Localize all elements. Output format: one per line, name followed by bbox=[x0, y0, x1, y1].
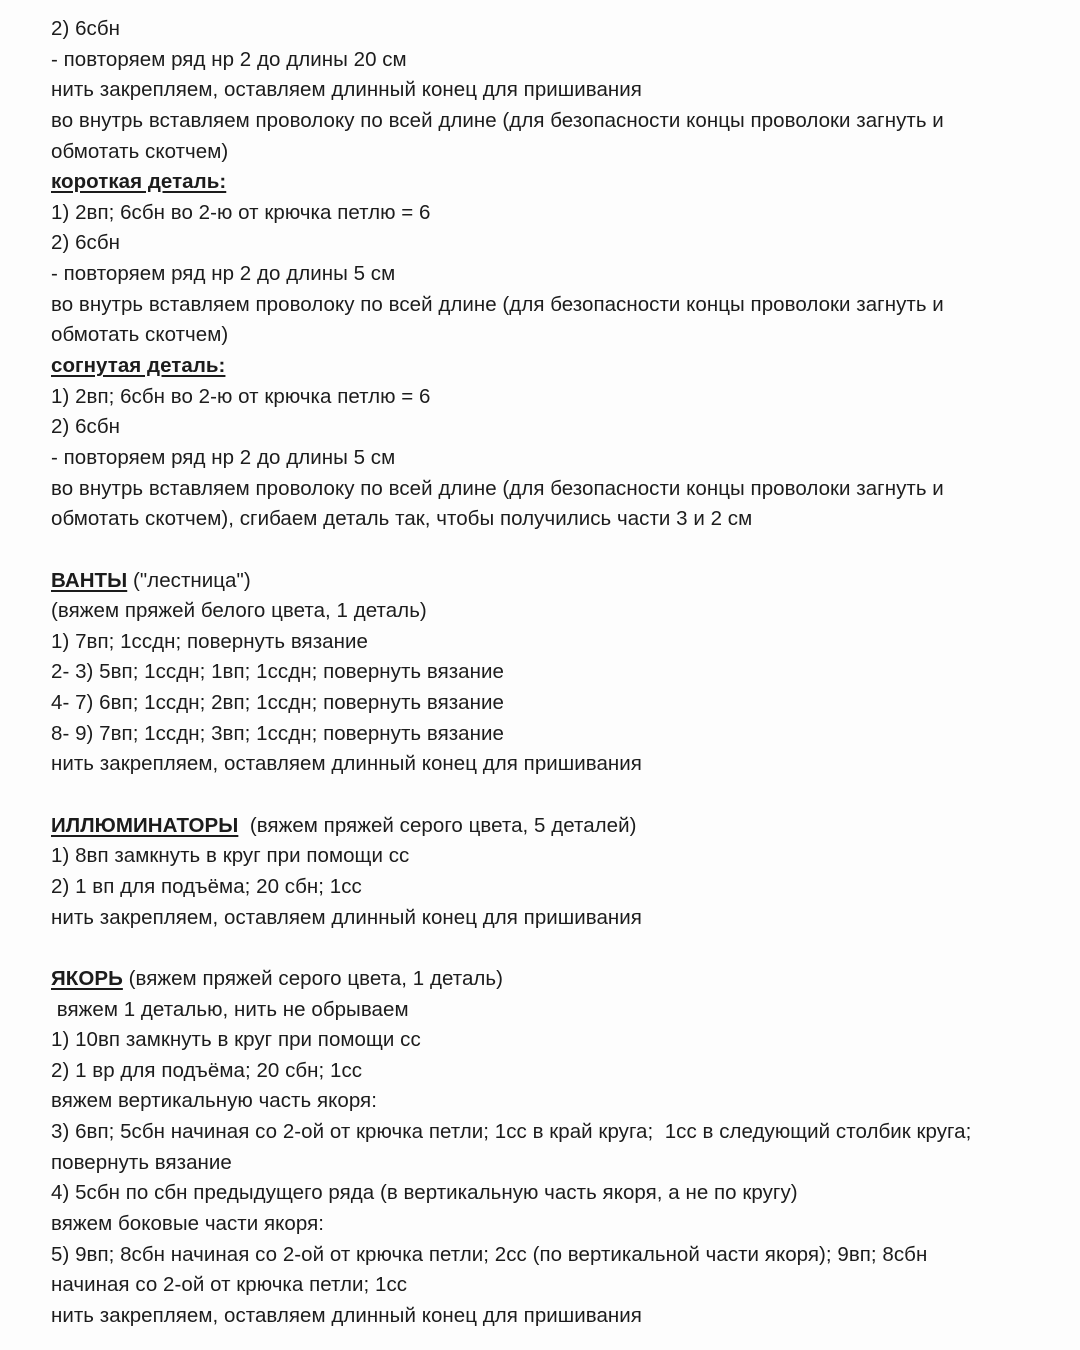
section-title-note: ("лестница") bbox=[127, 568, 251, 592]
text-line: 3) 6вп; 5сбн начиная со 2-ой от крючка петли; 1сс в край круга; 1сс в следующий столбик круга; bbox=[51, 1120, 972, 1144]
text-line: обмотать скотчем), сгибаем деталь так, чтобы получились части 3 и 2 см bbox=[51, 507, 753, 531]
text-line: вяжем боковые части якоря: bbox=[51, 1211, 324, 1235]
section-title-note: (вяжем пряжей серого цвета, 1 деталь) bbox=[122, 966, 504, 990]
text-line: повернуть вязание bbox=[51, 1150, 232, 1174]
text-line: 2) 6сбн bbox=[51, 17, 120, 40]
text-line: 1) 10вп замкнуть в круг при помощи сс bbox=[51, 1028, 421, 1052]
text-line: нить закрепляем, оставляем длинный конец для пришивания bbox=[51, 905, 642, 929]
section-title: ВАНТЫ bbox=[51, 568, 128, 592]
section-title-line bbox=[51, 566, 1040, 597]
text-line: начиная со 2-ой от крючка петли; 1сс bbox=[51, 1273, 408, 1297]
text-line: нить закрепляем, оставляем длинный конец для пришивания bbox=[51, 1303, 642, 1327]
text-line: 2) 6сбн bbox=[51, 415, 120, 439]
section-heading bbox=[51, 351, 1040, 382]
section-title: ИЛЛЮМИНАТОРЫ bbox=[51, 813, 239, 837]
text-line: 1) 8вп замкнуть в круг при помощи сс bbox=[51, 844, 410, 868]
text-line: 4- 7) 6вп; 1ссдн; 2вп; 1ссдн; повернуть вязание bbox=[51, 691, 504, 715]
text-line: - повторяем ряд нр 2 до длины 5 см bbox=[51, 262, 396, 286]
text-line: вяжем вертикальную часть якоря: bbox=[51, 1089, 377, 1113]
text-line: во внутрь вставляем проволоку по всей длине (для безопасности концы проволоки загнуть и bbox=[51, 292, 944, 316]
text-line: обмотать скотчем) bbox=[51, 323, 229, 347]
text-line: 1) 7вп; 1ссдн; повернуть вязание bbox=[51, 629, 368, 653]
text-line: нить закрепляем, оставляем длинный конец для пришивания bbox=[51, 78, 642, 102]
text-line: нить закрепляем, оставляем длинный конец для пришивания bbox=[51, 752, 642, 776]
text-line: 1) 2вп; 6сбн во 2-ю от крючка петлю = 6 bbox=[51, 384, 431, 408]
text-line: 5) 9вп; 8сбн начиная со 2-ой от крючка петли; 2сс (по вертикальной части якоря); 9вп; 8сбн bbox=[51, 1242, 928, 1266]
section-title-line bbox=[51, 811, 1040, 842]
blank-line bbox=[51, 780, 1040, 811]
text-line: 8- 9) 7вп; 1ссдн; 3вп; 1ссдн; повернуть вязание bbox=[51, 721, 504, 745]
text-line: (вяжем пряжей белого цвета, 1 деталь) bbox=[51, 599, 427, 623]
text-line: 1) 2вп; 6сбн во 2-ю от крючка петлю = 6 bbox=[51, 200, 431, 224]
section-title-note: (вяжем пряжей серого цвета, 5 деталей) bbox=[238, 813, 637, 837]
text-line: обмотать скотчем) bbox=[51, 139, 229, 163]
text-line: 2) 1 вр для подъёма; 20 сбн; 1сс bbox=[51, 1058, 363, 1082]
text-line: 2- 3) 5вп; 1ссдн; 1вп; 1ссдн; повернуть вязание bbox=[51, 660, 504, 684]
text-line: во внутрь вставляем проволоку по всей длине (для безопасности концы проволоки загнуть и bbox=[51, 476, 944, 500]
section-heading bbox=[51, 167, 1040, 198]
text-line: во внутрь вставляем проволоку по всей длине (для безопасности концы проволоки загнуть и bbox=[51, 108, 944, 132]
text-line: - повторяем ряд нр 2 до длины 5 см bbox=[51, 445, 396, 469]
blank-line bbox=[51, 933, 1040, 964]
section-heading-text: согнутая деталь: bbox=[51, 354, 226, 378]
text-line: 2) 6сбн bbox=[51, 231, 120, 255]
text-line: вяжем 1 деталью, нить не обрываем bbox=[51, 997, 409, 1021]
section-title-line bbox=[51, 964, 1040, 995]
text-line: 2) 1 вп для подъёма; 20 сбн; 1сс bbox=[51, 874, 362, 898]
blank-line bbox=[51, 535, 1040, 566]
text-line: 4) 5сбн по сбн предыдущего ряда (в вертикальную часть якоря, а не по кругу) bbox=[51, 1181, 798, 1205]
section-title: ЯКОРЬ bbox=[51, 966, 123, 990]
section-heading-text: короткая деталь: bbox=[51, 170, 227, 194]
text-line: - повторяем ряд нр 2 до длины 20 см bbox=[51, 47, 407, 71]
